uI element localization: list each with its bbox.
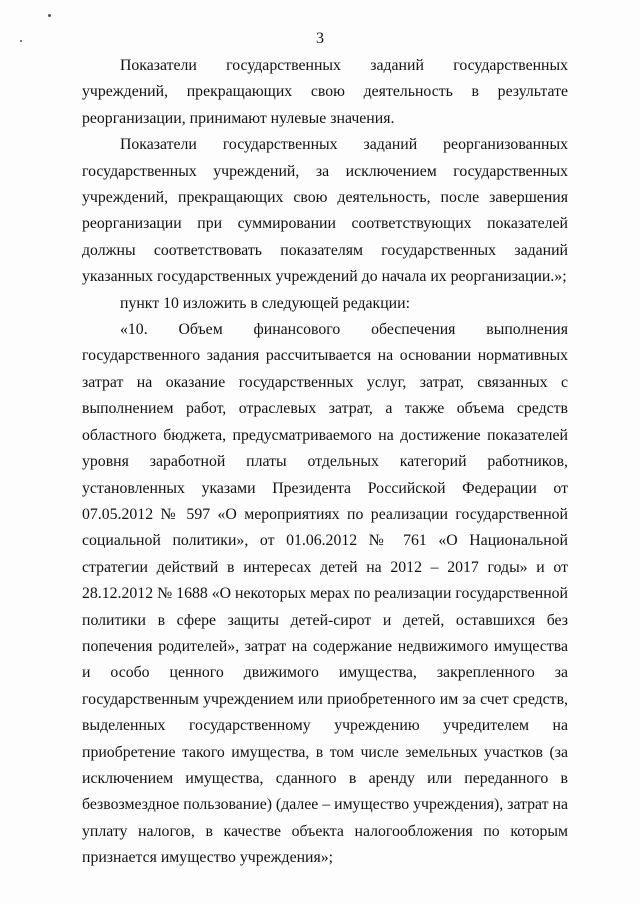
paragraph-zero-values: Показатели государственных заданий государственных учреждений, прекращающих свою деятельность в результате реорганизации, принимают нулевые значения. [82, 57, 568, 127]
paragraph-reorganized-institutions: Показатели государственных заданий реорганизованных государственных учреждений, за исключением государственных учреждений, прекращающих свою деятельность, после завершения реорганизации при суммировании соответствующих показателей должны соответствовать показателям государственных заданий указанных государственных учреждений до начала их реорганизации.»; [82, 136, 568, 286]
paragraph-point-10-text: «10. Объем финансового обеспечения выполнения государственного задания рассчитывается на основании нормативных затрат на оказание государственных услуг, затрат, связанных с выполнением работ, отраслевых затрат, а также объема средств областного бюджета, предусматриваемого на достижение показателей уровня заработной платы отдельных категорий работников, установленных указами Президента Российской Федерации от 07.05.2012 № 597 «О мероприятиях по реализации государственной социальной политики», от 01.06.2012 № 761 «О Национальной стратегии действий в интересах детей на 2012 – 2017 годы» и от 28.12.2012 № 1688 «О некоторых мерах по реализации государственной политики в сфере защиты детей-сирот и детей, оставшихся без попечения родителей», затрат на содержание недвижимого имущества и особо ценного движимого имущества, закрепленного за государственным учреждением или приобретенного им за счет средств, выделенных государственному учреждению учредителем на приобретение такого имущества, в том числе земельных участков (за исключением имущества, сданного в аренду или переданного в безвозмездное пользование) (далее – имущество учреждения), затрат на уплату налогов, в качестве объекта налогообложения по которым признается имущество учреждения»; [82, 321, 568, 867]
document-body [82, 53, 568, 872]
scan-speck [48, 14, 51, 17]
page-number: 3 [316, 30, 324, 47]
paragraph-point-10-intro: пункт 10 изложить в следующей редакции: [120, 294, 410, 312]
